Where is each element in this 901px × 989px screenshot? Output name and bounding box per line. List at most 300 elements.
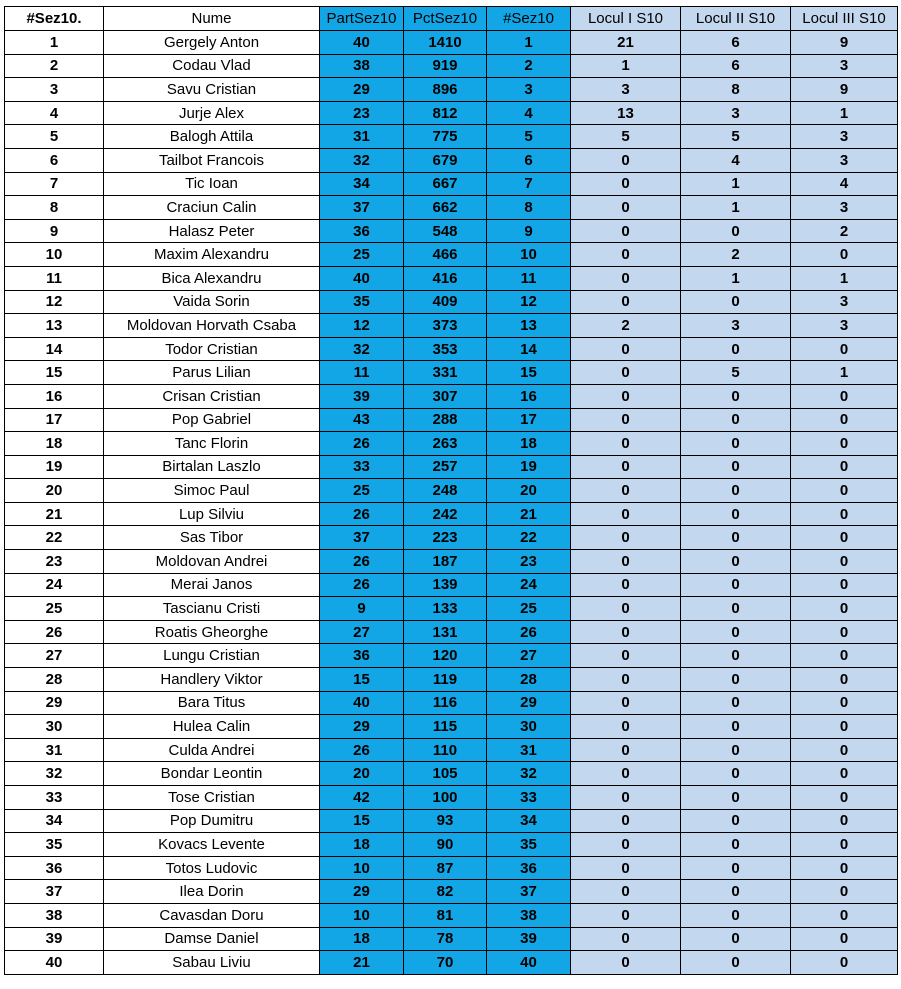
rank-cell: 28 [5,668,104,692]
second-place-cell: 3 [681,101,791,125]
rank-cell: 11 [5,266,104,290]
participations-cell: 40 [320,266,404,290]
name-cell: Bica Alexandru [104,266,320,290]
name-cell: Craciun Calin [104,196,320,220]
season-rank-cell: 27 [487,644,571,668]
participations-cell: 29 [320,715,404,739]
second-place-cell: 2 [681,243,791,267]
name-cell: Gergely Anton [104,31,320,55]
participations-cell: 26 [320,550,404,574]
season-rank-cell: 22 [487,526,571,550]
points-cell: 775 [404,125,487,149]
rank-cell: 5 [5,125,104,149]
season-rank-cell: 35 [487,833,571,857]
third-place-cell: 0 [791,243,898,267]
table-row [5,337,898,361]
table-row [5,148,898,172]
name-cell: Moldovan Horvath Csaba [104,314,320,338]
name-cell: Bondar Leontin [104,762,320,786]
table-row [5,125,898,149]
header-participations: PartSez10 [320,7,404,31]
participations-cell: 11 [320,361,404,385]
points-cell: 257 [404,455,487,479]
third-place-cell: 0 [791,668,898,692]
second-place-cell: 0 [681,455,791,479]
table-row [5,927,898,951]
rank-cell: 15 [5,361,104,385]
rank-cell: 29 [5,691,104,715]
participations-cell: 10 [320,856,404,880]
third-place-cell: 0 [791,880,898,904]
season-rank-cell: 26 [487,620,571,644]
points-cell: 116 [404,691,487,715]
third-place-cell: 0 [791,951,898,975]
second-place-cell: 0 [681,903,791,927]
participations-cell: 25 [320,243,404,267]
season-rank-cell: 16 [487,384,571,408]
first-place-cell: 0 [571,927,681,951]
table-row [5,243,898,267]
second-place-cell: 0 [681,290,791,314]
first-place-cell: 0 [571,172,681,196]
second-place-cell: 0 [681,526,791,550]
third-place-cell: 0 [791,809,898,833]
third-place-cell: 0 [791,903,898,927]
season-rank-cell: 7 [487,172,571,196]
second-place-cell: 0 [681,762,791,786]
first-place-cell: 0 [571,951,681,975]
first-place-cell: 0 [571,219,681,243]
third-place-cell: 0 [791,715,898,739]
third-place-cell: 3 [791,54,898,78]
rank-cell: 19 [5,455,104,479]
first-place-cell: 0 [571,573,681,597]
second-place-cell: 5 [681,361,791,385]
season-rank-cell: 13 [487,314,571,338]
header-second-place: Locul II S10 [681,7,791,31]
first-place-cell: 2 [571,314,681,338]
participations-cell: 20 [320,762,404,786]
rank-cell: 24 [5,573,104,597]
name-cell: Birtalan Laszlo [104,455,320,479]
name-cell: Sas Tibor [104,526,320,550]
points-cell: 263 [404,432,487,456]
points-cell: 896 [404,78,487,102]
name-cell: Simoc Paul [104,479,320,503]
name-cell: Pop Dumitru [104,809,320,833]
second-place-cell: 0 [681,927,791,951]
points-cell: 662 [404,196,487,220]
first-place-cell: 0 [571,526,681,550]
season-rank-cell: 14 [487,337,571,361]
rank-cell: 32 [5,762,104,786]
rank-cell: 25 [5,597,104,621]
participations-cell: 37 [320,526,404,550]
points-cell: 409 [404,290,487,314]
season-rank-cell: 11 [487,266,571,290]
participations-cell: 40 [320,31,404,55]
first-place-cell: 0 [571,479,681,503]
third-place-cell: 3 [791,196,898,220]
participations-cell: 26 [320,432,404,456]
participations-cell: 29 [320,880,404,904]
first-place-cell: 0 [571,148,681,172]
first-place-cell: 13 [571,101,681,125]
third-place-cell: 3 [791,314,898,338]
first-place-cell: 0 [571,809,681,833]
rank-cell: 30 [5,715,104,739]
name-cell: Kovacs Levente [104,833,320,857]
points-cell: 90 [404,833,487,857]
points-cell: 70 [404,951,487,975]
season-rank-cell: 34 [487,809,571,833]
first-place-cell: 0 [571,691,681,715]
points-cell: 93 [404,809,487,833]
table-row [5,833,898,857]
second-place-cell: 0 [681,573,791,597]
points-cell: 548 [404,219,487,243]
first-place-cell: 0 [571,597,681,621]
table-row [5,550,898,574]
rank-cell: 38 [5,903,104,927]
rank-cell: 34 [5,809,104,833]
points-cell: 466 [404,243,487,267]
name-cell: Savu Cristian [104,78,320,102]
season-rank-cell: 31 [487,738,571,762]
table-row [5,101,898,125]
second-place-cell: 0 [681,620,791,644]
header-name: Nume [104,7,320,31]
second-place-cell: 0 [681,644,791,668]
header-first-place: Locul I S10 [571,7,681,31]
first-place-cell: 0 [571,833,681,857]
points-cell: 288 [404,408,487,432]
name-cell: Moldovan Andrei [104,550,320,574]
season-rank-cell: 2 [487,54,571,78]
rank-cell: 33 [5,786,104,810]
table-row [5,738,898,762]
second-place-cell: 1 [681,196,791,220]
participations-cell: 27 [320,620,404,644]
season-rank-cell: 32 [487,762,571,786]
season-rank-cell: 23 [487,550,571,574]
name-cell: Todor Cristian [104,337,320,361]
rank-cell: 3 [5,78,104,102]
table-row [5,762,898,786]
rank-cell: 20 [5,479,104,503]
rank-cell: 1 [5,31,104,55]
rank-cell: 35 [5,833,104,857]
points-cell: 919 [404,54,487,78]
table-row [5,361,898,385]
rank-cell: 12 [5,290,104,314]
table-row [5,644,898,668]
rank-cell: 40 [5,951,104,975]
points-cell: 105 [404,762,487,786]
first-place-cell: 0 [571,384,681,408]
third-place-cell: 0 [791,550,898,574]
table-row [5,880,898,904]
first-place-cell: 0 [571,243,681,267]
first-place-cell: 0 [571,502,681,526]
season-rank-cell: 12 [487,290,571,314]
name-cell: Totos Ludovic [104,856,320,880]
name-cell: Parus Lilian [104,361,320,385]
rank-cell: 39 [5,927,104,951]
first-place-cell: 0 [571,432,681,456]
points-cell: 82 [404,880,487,904]
second-place-cell: 6 [681,54,791,78]
name-cell: Lungu Cristian [104,644,320,668]
second-place-cell: 0 [681,668,791,692]
points-cell: 100 [404,786,487,810]
points-cell: 331 [404,361,487,385]
second-place-cell: 0 [681,691,791,715]
third-place-cell: 0 [791,762,898,786]
table-row [5,786,898,810]
second-place-cell: 0 [681,738,791,762]
rank-cell: 8 [5,196,104,220]
second-place-cell: 1 [681,172,791,196]
points-cell: 679 [404,148,487,172]
third-place-cell: 0 [791,384,898,408]
table-row [5,455,898,479]
season-rank-cell: 36 [487,856,571,880]
points-cell: 667 [404,172,487,196]
rank-cell: 26 [5,620,104,644]
first-place-cell: 1 [571,54,681,78]
points-cell: 110 [404,738,487,762]
participations-cell: 26 [320,573,404,597]
third-place-cell: 9 [791,31,898,55]
third-place-cell: 0 [791,738,898,762]
third-place-cell: 0 [791,337,898,361]
third-place-cell: 0 [791,691,898,715]
rank-cell: 17 [5,408,104,432]
table-row [5,31,898,55]
first-place-cell: 0 [571,620,681,644]
season-rank-cell: 39 [487,927,571,951]
second-place-cell: 0 [681,833,791,857]
points-cell: 187 [404,550,487,574]
second-place-cell: 0 [681,809,791,833]
season-rank-cell: 38 [487,903,571,927]
first-place-cell: 0 [571,196,681,220]
third-place-cell: 0 [791,620,898,644]
third-place-cell: 3 [791,148,898,172]
participations-cell: 18 [320,833,404,857]
first-place-cell: 0 [571,408,681,432]
points-cell: 131 [404,620,487,644]
second-place-cell: 0 [681,786,791,810]
season-rank-cell: 5 [487,125,571,149]
table-row [5,479,898,503]
season-rank-cell: 24 [487,573,571,597]
first-place-cell: 0 [571,903,681,927]
second-place-cell: 0 [681,597,791,621]
table-row [5,691,898,715]
rank-cell: 21 [5,502,104,526]
first-place-cell: 0 [571,715,681,739]
points-cell: 1410 [404,31,487,55]
table-row [5,314,898,338]
name-cell: Merai Janos [104,573,320,597]
rank-cell: 2 [5,54,104,78]
second-place-cell: 0 [681,880,791,904]
participations-cell: 36 [320,644,404,668]
rank-cell: 23 [5,550,104,574]
standings-table [4,6,898,975]
name-cell: Maxim Alexandru [104,243,320,267]
first-place-cell: 0 [571,856,681,880]
name-cell: Cavasdan Doru [104,903,320,927]
table-row [5,573,898,597]
rank-cell: 7 [5,172,104,196]
third-place-cell: 0 [791,479,898,503]
table-row [5,54,898,78]
table-row [5,172,898,196]
name-cell: Jurje Alex [104,101,320,125]
table-row [5,290,898,314]
third-place-cell: 0 [791,573,898,597]
second-place-cell: 0 [681,408,791,432]
second-place-cell: 0 [681,219,791,243]
table-row [5,266,898,290]
name-cell: Sabau Liviu [104,951,320,975]
points-cell: 87 [404,856,487,880]
third-place-cell: 0 [791,644,898,668]
third-place-cell: 3 [791,125,898,149]
points-cell: 416 [404,266,487,290]
season-rank-cell: 17 [487,408,571,432]
participations-cell: 43 [320,408,404,432]
table-row [5,856,898,880]
header-points: PctSez10 [404,7,487,31]
points-cell: 812 [404,101,487,125]
third-place-cell: 1 [791,101,898,125]
third-place-cell: 3 [791,290,898,314]
second-place-cell: 0 [681,337,791,361]
participations-cell: 26 [320,738,404,762]
second-place-cell: 0 [681,951,791,975]
header-rank: #Sez10. [5,7,104,31]
third-place-cell: 1 [791,266,898,290]
second-place-cell: 1 [681,266,791,290]
participations-cell: 42 [320,786,404,810]
rank-cell: 18 [5,432,104,456]
third-place-cell: 0 [791,455,898,479]
participations-cell: 23 [320,101,404,125]
table-row [5,408,898,432]
rank-cell: 10 [5,243,104,267]
second-place-cell: 5 [681,125,791,149]
table-row [5,668,898,692]
participations-cell: 10 [320,903,404,927]
points-cell: 353 [404,337,487,361]
third-place-cell: 0 [791,526,898,550]
name-cell: Pop Gabriel [104,408,320,432]
participations-cell: 31 [320,125,404,149]
points-cell: 307 [404,384,487,408]
name-cell: Bara Titus [104,691,320,715]
rank-cell: 4 [5,101,104,125]
season-rank-cell: 9 [487,219,571,243]
points-cell: 373 [404,314,487,338]
first-place-cell: 0 [571,361,681,385]
name-cell: Ilea Dorin [104,880,320,904]
second-place-cell: 4 [681,148,791,172]
name-cell: Tailbot Francois [104,148,320,172]
first-place-cell: 3 [571,78,681,102]
table-row [5,502,898,526]
first-place-cell: 0 [571,290,681,314]
rank-cell: 36 [5,856,104,880]
first-place-cell: 0 [571,455,681,479]
table-row [5,809,898,833]
rank-cell: 37 [5,880,104,904]
participations-cell: 38 [320,54,404,78]
participations-cell: 40 [320,691,404,715]
first-place-cell: 0 [571,668,681,692]
third-place-cell: 2 [791,219,898,243]
first-place-cell: 0 [571,762,681,786]
first-place-cell: 0 [571,550,681,574]
name-cell: Vaida Sorin [104,290,320,314]
season-rank-cell: 21 [487,502,571,526]
season-rank-cell: 18 [487,432,571,456]
name-cell: Crisan Cristian [104,384,320,408]
season-rank-cell: 37 [487,880,571,904]
table-row [5,432,898,456]
season-rank-cell: 15 [487,361,571,385]
third-place-cell: 0 [791,833,898,857]
name-cell: Handlery Viktor [104,668,320,692]
points-cell: 139 [404,573,487,597]
points-cell: 133 [404,597,487,621]
third-place-cell: 9 [791,78,898,102]
table-body [5,31,898,975]
season-rank-cell: 3 [487,78,571,102]
name-cell: Damse Daniel [104,927,320,951]
third-place-cell: 0 [791,927,898,951]
participations-cell: 35 [320,290,404,314]
table-row [5,526,898,550]
second-place-cell: 6 [681,31,791,55]
second-place-cell: 8 [681,78,791,102]
season-rank-cell: 25 [487,597,571,621]
third-place-cell: 0 [791,786,898,810]
first-place-cell: 0 [571,266,681,290]
participations-cell: 12 [320,314,404,338]
participations-cell: 18 [320,927,404,951]
points-cell: 223 [404,526,487,550]
season-rank-cell: 40 [487,951,571,975]
third-place-cell: 1 [791,361,898,385]
name-cell: Tose Cristian [104,786,320,810]
second-place-cell: 0 [681,715,791,739]
first-place-cell: 0 [571,786,681,810]
table-row [5,620,898,644]
season-rank-cell: 10 [487,243,571,267]
points-cell: 115 [404,715,487,739]
first-place-cell: 0 [571,880,681,904]
name-cell: Roatis Gheorghe [104,620,320,644]
second-place-cell: 3 [681,314,791,338]
name-cell: Culda Andrei [104,738,320,762]
participations-cell: 25 [320,479,404,503]
season-rank-cell: 6 [487,148,571,172]
first-place-cell: 21 [571,31,681,55]
